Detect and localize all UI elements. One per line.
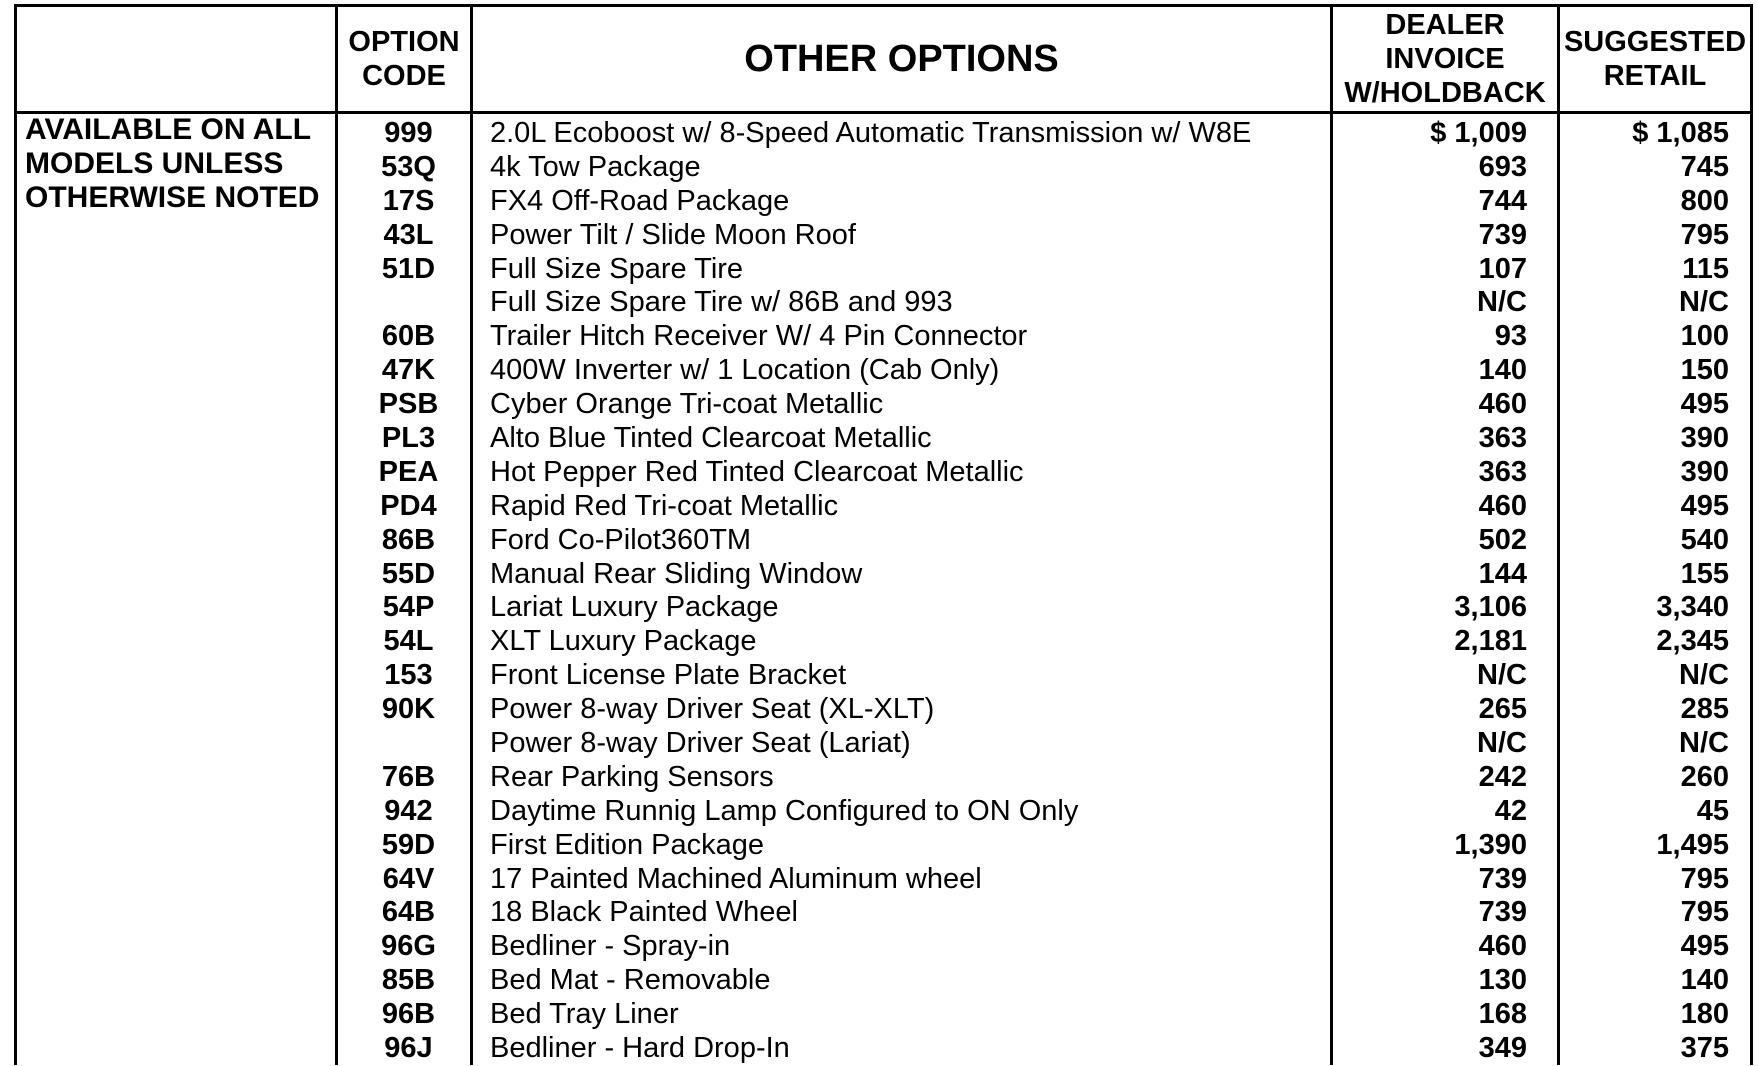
suggested-retail-price: 375	[1680, 1032, 1729, 1065]
header-option-code	[338, 7, 470, 111]
suggested-retail-price: 795	[1680, 218, 1729, 251]
option-code: 153	[384, 659, 433, 692]
suggested-retail-price: 155	[1680, 557, 1729, 590]
suggested-retail-price: N/C	[1679, 286, 1729, 319]
table-row	[17, 625, 1750, 659]
table-row	[17, 185, 1750, 219]
option-description: 2.0L Ecoboost w/ 8-Speed Automatic Transmission w/ W8E	[490, 117, 1252, 149]
availability-note-line-2: MODELS UNLESS	[25, 147, 284, 180]
option-description: Rapid Red Tri-coat Metallic	[490, 489, 839, 522]
option-code: 86B	[381, 523, 436, 556]
option-code: 96G	[381, 930, 436, 963]
option-code: 47K	[381, 354, 436, 387]
option-code: PD4	[380, 489, 437, 522]
option-description: Trailer Hitch Receiver W/ 4 Pin Connector	[490, 320, 1028, 353]
table-row	[17, 320, 1750, 354]
option-code: 64V	[382, 862, 435, 895]
dealer-invoice-price: 107	[1478, 252, 1527, 285]
dealer-invoice-price: 93	[1494, 320, 1527, 353]
suggested-retail-price: 150	[1680, 354, 1729, 387]
dealer-invoice-price: 3,106	[1454, 591, 1527, 624]
suggested-retail-price: 495	[1680, 388, 1729, 421]
availability-note-line-3: OTHERWISE NOTED	[25, 181, 320, 214]
table-row	[17, 1032, 1750, 1066]
suggested-retail-price: 260	[1680, 760, 1729, 793]
suggested-retail-price: 285	[1680, 693, 1729, 726]
option-description: XLT Luxury Package	[490, 625, 757, 658]
header-dealer-invoice	[1333, 7, 1557, 111]
option-code: 53Q	[381, 150, 436, 183]
table-row	[17, 151, 1750, 185]
table-row	[17, 253, 1750, 287]
table-row	[17, 727, 1750, 761]
dealer-invoice-price: 739	[1478, 896, 1527, 929]
suggested-retail-price: 495	[1680, 489, 1729, 522]
table-row	[17, 524, 1750, 558]
option-description: Front License Plate Bracket	[490, 659, 847, 692]
option-description: Bedliner - Hard Drop-In	[490, 1032, 790, 1065]
table-row	[17, 422, 1750, 456]
suggested-retail-price: 795	[1680, 862, 1729, 895]
dealer-invoice-price: 2,181	[1454, 625, 1527, 658]
header-suggested-retail-line-1: SUGGESTED	[1563, 26, 1747, 58]
header-other-options	[473, 7, 1330, 111]
option-description: Power 8-way Driver Seat (XL-XLT)	[490, 693, 935, 726]
table-row	[17, 930, 1750, 964]
dealer-invoice-price: N/C	[1477, 727, 1527, 760]
option-description: Power 8-way Driver Seat (Lariat)	[490, 727, 911, 760]
suggested-retail-price: 795	[1680, 896, 1729, 929]
suggested-retail-price: 3,340	[1656, 591, 1729, 624]
table-row	[17, 219, 1750, 253]
header-suggested-retail-line-2: RETAIL	[1603, 60, 1707, 92]
option-description: Rear Parking Sensors	[490, 760, 774, 793]
suggested-retail-price: 745	[1680, 150, 1729, 183]
dealer-invoice-price: 1,390	[1454, 828, 1527, 861]
option-code: 55D	[381, 557, 436, 590]
dealer-invoice-price: $ 1,009	[1430, 117, 1527, 149]
table-row	[17, 693, 1750, 727]
option-code: PEA	[378, 455, 439, 488]
option-description: 18 Black Painted Wheel	[490, 896, 798, 929]
dealer-invoice-price: N/C	[1477, 659, 1527, 692]
dealer-invoice-price: 363	[1478, 455, 1527, 488]
table-row	[17, 286, 1750, 320]
option-code: 60B	[381, 320, 436, 353]
table-row	[17, 896, 1750, 930]
suggested-retail-price: 45	[1696, 794, 1729, 827]
suggested-retail-price: N/C	[1679, 659, 1729, 692]
option-description: 400W Inverter w/ 1 Location (Cab Only)	[490, 354, 1000, 387]
dealer-invoice-price: 242	[1478, 760, 1527, 793]
table-row	[17, 388, 1750, 422]
dealer-invoice-price: N/C	[1477, 286, 1527, 319]
table-row	[17, 558, 1750, 592]
suggested-retail-price: 115	[1682, 252, 1729, 285]
option-description: Manual Rear Sliding Window	[490, 557, 863, 590]
option-code: 90K	[381, 693, 436, 726]
header-option-code-line-2: CODE	[362, 60, 446, 92]
table-row	[17, 354, 1750, 388]
option-rows	[17, 117, 1750, 1066]
dealer-invoice-price: 460	[1478, 489, 1527, 522]
header-dealer-invoice-line-1: DEALER	[1385, 9, 1505, 41]
suggested-retail-price: 180	[1680, 998, 1729, 1031]
option-description: Cyber Orange Tri-coat Metallic	[490, 388, 884, 421]
suggested-retail-price: N/C	[1679, 727, 1729, 760]
option-description: 4k Tow Package	[490, 150, 701, 183]
option-description: Lariat Luxury Package	[490, 591, 779, 624]
option-description: Full Size Spare Tire	[490, 252, 744, 285]
table-row	[17, 829, 1750, 863]
option-description: Bed Tray Liner	[490, 998, 679, 1031]
option-code: 59D	[381, 828, 436, 861]
option-description: Daytime Runnig Lamp Configured to ON Only	[490, 794, 1079, 827]
header-dealer-invoice-line-2: INVOICE	[1385, 43, 1505, 75]
suggested-retail-price: 540	[1680, 523, 1729, 556]
table-row	[17, 863, 1750, 897]
option-code: 942	[384, 794, 433, 827]
option-description: Full Size Spare Tire w/ 86B and 993	[490, 286, 953, 319]
dealer-invoice-price: 363	[1478, 422, 1527, 455]
dealer-invoice-price: 42	[1494, 794, 1527, 827]
option-code: 54L	[383, 625, 434, 658]
suggested-retail-price: 1,495	[1656, 828, 1729, 861]
dealer-invoice-price: 693	[1478, 150, 1527, 183]
table-row	[17, 591, 1750, 625]
option-description: 17 Painted Machined Aluminum wheel	[490, 862, 982, 895]
option-code: 85B	[381, 964, 436, 997]
dealer-invoice-price: 739	[1478, 862, 1527, 895]
options-price-table	[14, 4, 1753, 1065]
option-description: Alto Blue Tinted Clearcoat Metallic	[490, 422, 932, 455]
header-other-options-label: OTHER OPTIONS	[744, 38, 1059, 80]
dealer-invoice-price: 349	[1478, 1032, 1527, 1065]
option-description: Hot Pepper Red Tinted Clearcoat Metallic	[490, 455, 1024, 488]
dealer-invoice-price: 460	[1478, 388, 1527, 421]
dealer-invoice-price: 168	[1478, 998, 1527, 1031]
suggested-retail-price: 140	[1680, 964, 1729, 997]
option-description: FX4 Off-Road Package	[490, 184, 790, 217]
dealer-invoice-price: 744	[1478, 184, 1527, 217]
option-code: 51D	[381, 252, 436, 285]
option-code: 96B	[381, 998, 436, 1031]
table-row	[17, 117, 1750, 151]
dealer-invoice-price: 130	[1478, 964, 1527, 997]
dealer-invoice-price: 502	[1478, 523, 1527, 556]
table-row	[17, 659, 1750, 693]
option-description: Bed Mat - Removable	[490, 964, 771, 997]
option-code: 999	[384, 117, 433, 149]
option-description: Power Tilt / Slide Moon Roof	[490, 218, 856, 251]
table-row	[17, 964, 1750, 998]
option-code: PL3	[381, 422, 436, 455]
table-row	[17, 456, 1750, 490]
suggested-retail-price: 800	[1680, 184, 1729, 217]
table-row	[17, 490, 1750, 524]
dealer-invoice-price: 265	[1478, 693, 1527, 726]
option-code: 76B	[381, 760, 436, 793]
header-suggested-retail	[1560, 7, 1750, 111]
header-option-code-line-1: OPTION	[348, 26, 460, 58]
option-code: 54P	[382, 591, 435, 624]
header-dealer-invoice-line-3: W/HOLDBACK	[1344, 77, 1546, 109]
dealer-invoice-price: 460	[1478, 930, 1527, 963]
table-row	[17, 795, 1750, 829]
table-row	[17, 998, 1750, 1032]
dealer-invoice-price: 144	[1478, 557, 1527, 590]
option-description: Ford Co-Pilot360TM	[490, 523, 752, 556]
option-code: 96J	[384, 1032, 433, 1065]
availability-note-line-1: AVAILABLE ON ALL	[25, 113, 312, 146]
option-code: 17S	[382, 184, 435, 217]
suggested-retail-price: 100	[1680, 320, 1729, 353]
option-code: PSB	[378, 388, 439, 421]
table-row	[17, 761, 1750, 795]
suggested-retail-price: 390	[1680, 422, 1729, 455]
suggested-retail-price: $ 1,085	[1632, 117, 1729, 149]
option-code: 43L	[383, 218, 434, 251]
dealer-invoice-price: 140	[1478, 354, 1527, 387]
option-description: Bedliner - Spray-in	[490, 930, 731, 963]
suggested-retail-price: 390	[1680, 455, 1729, 488]
dealer-invoice-price: 739	[1478, 218, 1527, 251]
suggested-retail-price: 2,345	[1656, 625, 1729, 658]
option-description: First Edition Package	[490, 828, 765, 861]
suggested-retail-price: 495	[1680, 930, 1729, 963]
option-code: 64B	[381, 896, 436, 929]
